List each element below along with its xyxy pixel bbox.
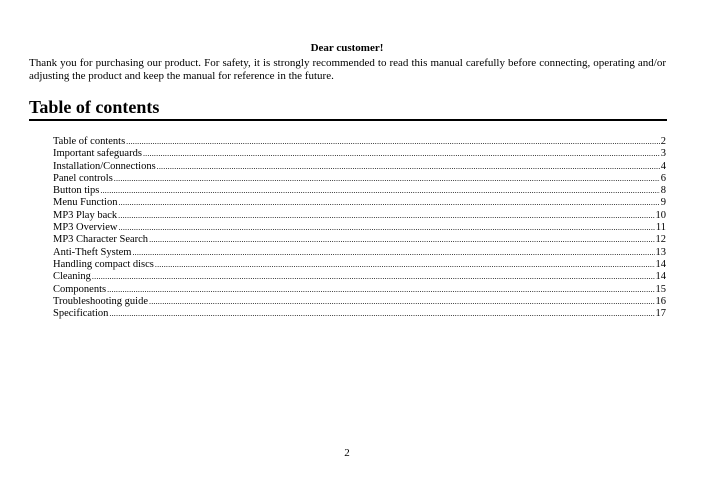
toc-leader (132, 247, 654, 259)
toc-entry-label: Cleaning (53, 271, 91, 283)
toc-entry-page: 14 (655, 258, 666, 270)
toc-entry[interactable] (53, 161, 666, 173)
toc-entry-label: Table of contents (53, 136, 126, 147)
toc-entry-label: Installation/Connections (53, 160, 156, 172)
toc-entry[interactable] (53, 296, 666, 308)
toc-leader (118, 197, 659, 209)
toc-entry[interactable] (53, 284, 666, 296)
toc-entry-label: Panel controls (53, 172, 113, 184)
toc-leader (109, 308, 654, 320)
toc-leader (143, 148, 660, 160)
toc-leader (155, 259, 655, 271)
toc-entry-page: 12 (655, 234, 666, 246)
toc-leader (107, 284, 654, 296)
toc-entry-label: MP3 Overview (53, 222, 118, 234)
toc-list (53, 136, 666, 320)
toc-entry-page: 3 (660, 148, 666, 160)
toc-entry-page: 14 (655, 271, 666, 283)
toc-entry-label: Menu Function (53, 197, 118, 209)
toc-leader (149, 234, 654, 246)
toc-entry[interactable] (53, 210, 666, 222)
toc-entry-page: 10 (655, 209, 666, 221)
toc-entry-label: Specification (53, 308, 109, 320)
toc-entry[interactable] (53, 148, 666, 160)
toc-entry-label: MP3 Play back (53, 209, 118, 221)
toc-entry-label: Important safeguards (53, 148, 142, 160)
heading-rule (29, 119, 667, 121)
toc-entry-page: 6 (660, 172, 666, 184)
toc-entry-page: 11 (655, 222, 666, 234)
toc-leader (118, 210, 654, 222)
toc-heading: Table of contents (29, 97, 160, 117)
toc-leader (157, 161, 660, 173)
toc-leader (149, 296, 655, 308)
toc-entry[interactable] (53, 247, 666, 259)
toc-leader (118, 222, 654, 234)
toc-entry-label: Components (53, 283, 107, 295)
toc-entry-page: 2 (660, 136, 666, 147)
toc-entry[interactable] (53, 136, 666, 148)
toc-entry-page: 16 (655, 295, 666, 307)
toc-entry-label: Troubleshooting guide (53, 295, 148, 307)
toc-leader (126, 136, 660, 148)
toc-leader (92, 271, 655, 283)
toc-entry-page: 8 (660, 185, 666, 197)
page-number: 2 (344, 447, 350, 459)
toc-entry-page: 9 (660, 197, 666, 209)
toc-leader (114, 173, 660, 185)
toc-entry[interactable] (53, 222, 666, 234)
toc-entry[interactable] (53, 234, 666, 246)
toc-entry-label: Handling compact discs (53, 258, 154, 270)
toc-entry-page: 17 (655, 308, 666, 320)
toc-entry[interactable] (53, 197, 666, 209)
toc-entry[interactable] (53, 271, 666, 283)
toc-entry-page: 15 (655, 283, 666, 295)
greeting-heading: Dear customer! (310, 42, 384, 54)
toc-entry[interactable] (53, 308, 666, 320)
intro-paragraph: Thank you for purchasing our product. For safety, it is strongly recommended to read this manual carefully before connecting, operating and/or adjusting the product and keep the manual for reference in the future. (29, 57, 666, 82)
toc-entry-label: Anti-Theft System (53, 246, 132, 258)
toc-entry-page: 13 (655, 246, 666, 258)
toc-entry-label: Button tips (53, 185, 100, 197)
toc-entry-label: MP3 Character Search (53, 234, 149, 246)
toc-entry[interactable] (53, 185, 666, 197)
toc-leader (100, 185, 659, 197)
toc-entry-page: 4 (660, 160, 666, 172)
toc-entry[interactable] (53, 259, 666, 271)
toc-entry[interactable] (53, 173, 666, 185)
